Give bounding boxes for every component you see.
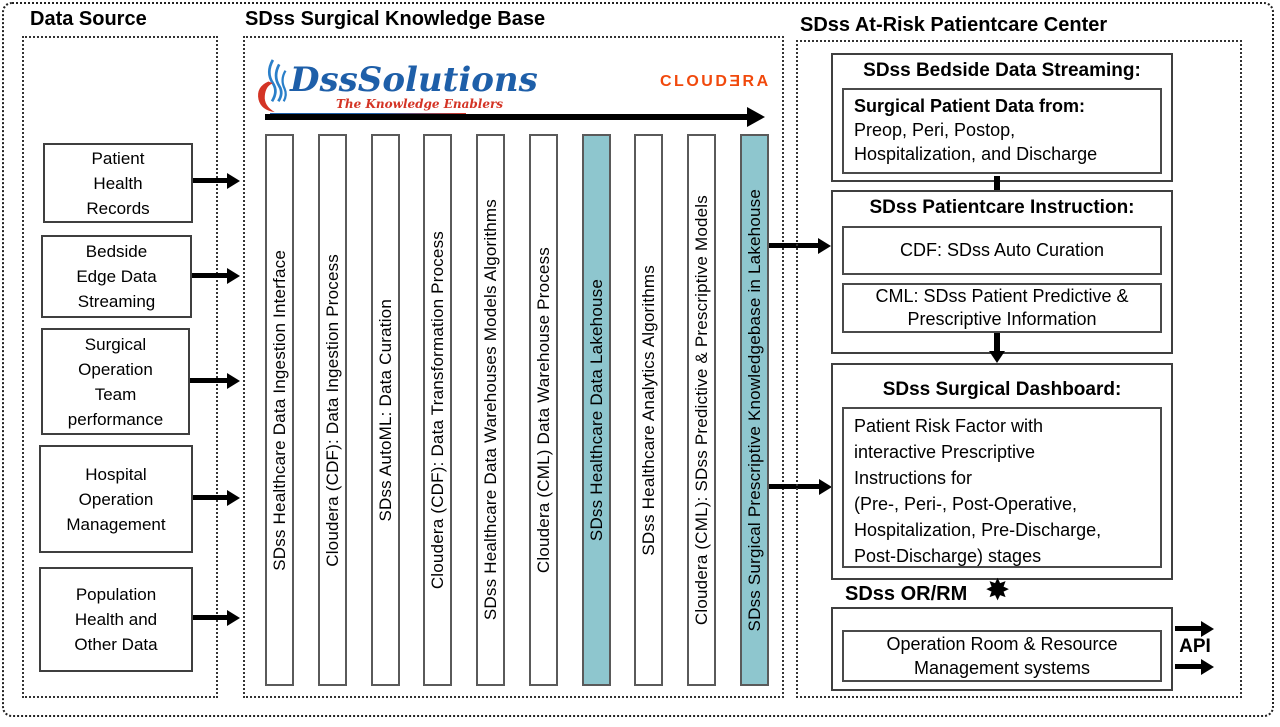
pipeline-bar-prescriptive-knowledgebase: SDss Surgical Prescriptive Knowledgebase in Lakehouse xyxy=(740,134,769,686)
surgical-patient-data-body: Preop, Peri, Postop, Hospitalization, and Discharge xyxy=(854,120,1098,164)
pipeline-bar-analytics-algorithms: SDss Healthcare Analytics Algorithms xyxy=(634,134,663,686)
dsssolutions-logo-text: DssSolutions xyxy=(290,60,538,100)
surgical-patient-data-heading: Surgical Patient Data from: xyxy=(854,96,1086,116)
cml-predictive-info-box: CML: SDss Patient Predictive & Prescriptive Information xyxy=(842,283,1162,333)
api-arrow-top xyxy=(1175,626,1201,631)
risk-factor-body: Patient Risk Factor with interactive Prescriptive Instructions for (Pre-, Peri-, Post-Operative, Hospitalization, Pre-Discharge, Post-Discharge) stages xyxy=(854,416,1102,566)
pipeline-bar-automl-curation: SDss AutoML: Data Curation xyxy=(371,134,400,686)
pipeline-bar-warehouse-models: SDss Healthcare Data Warehouses Models Algorithms xyxy=(476,134,505,686)
arrow-patient-records-to-kb xyxy=(193,178,227,183)
source-box-surgical-team: Surgical Operation Team performance xyxy=(41,328,190,435)
orrm-box xyxy=(831,607,1173,691)
cdf-auto-curation-box: CDF: SDss Auto Curation xyxy=(842,226,1162,275)
patientcare-instruction-title: SDss Patientcare Instruction: xyxy=(869,197,1135,218)
bedside-streaming-title: SDss Bedside Data Streaming: xyxy=(863,60,1141,81)
bedside-streaming-inner-box xyxy=(842,88,1162,174)
operation-room-inner-box: Operation Room & Resource Management systems xyxy=(842,630,1162,682)
patientcare-center-title: SDss At-Risk Patientcare Center xyxy=(800,14,1108,36)
surgical-dashboard-box xyxy=(831,363,1173,580)
source-box-hospital-operation: Hospital Operation Management xyxy=(39,445,193,553)
pipeline-bar-cdf-transformation: Cloudera (CDF): Data Transformation Process xyxy=(423,134,452,686)
source-box-patient-health-records: Patient Health Records xyxy=(43,143,193,223)
arrow-surgical-team-to-kb xyxy=(190,378,227,383)
cloudera-logo: CLOUDƎRA xyxy=(660,73,771,90)
orrm-label: SDss OR/RM xyxy=(845,583,968,605)
pipeline-bar-data-lakehouse: SDss Healthcare Data Lakehouse xyxy=(582,134,611,686)
api-label: API xyxy=(1179,636,1211,657)
pipeline-bar-ingestion-interface: SDss Healthcare Data Ingestion Interface xyxy=(265,134,294,686)
dsssolutions-flame-icon xyxy=(254,57,290,115)
star-icon: ✸ xyxy=(985,574,1011,607)
data-source-title: Data Source xyxy=(30,8,147,30)
pipeline-bar-cdf-ingestion: Cloudera (CDF): Data Ingestion Process xyxy=(318,134,347,686)
pipeline-flow-arrow xyxy=(265,114,747,120)
dsssolutions-tagline: The Knowledge Enablers xyxy=(336,97,504,111)
knowledge-base-title: SDss Surgical Knowledge Base xyxy=(245,8,546,30)
arrow-hospital-to-kb xyxy=(193,495,227,500)
risk-factor-inner-box xyxy=(842,407,1162,568)
pipeline-bar-cml-warehouse: Cloudera (CML) Data Warehouse Process xyxy=(529,134,558,686)
arrow-population-to-kb xyxy=(193,615,227,620)
source-box-population-health: Population Health and Other Data xyxy=(39,567,193,672)
patientcare-instruction-box xyxy=(831,190,1173,354)
source-box-bedside-edge-data: Bedside Edge Data Streaming xyxy=(41,235,192,318)
pipeline-bar-cml-predictive-models: Cloudera (CML): SDss Predictive & Prescriptive Models xyxy=(687,134,716,686)
api-arrow-bottom xyxy=(1175,664,1201,669)
bedside-streaming-box xyxy=(831,53,1173,182)
arrow-instruction-to-dashboard xyxy=(994,333,1000,351)
surgical-dashboard-title: SDss Surgical Dashboard: xyxy=(882,379,1122,400)
arrow-bedside-to-kb xyxy=(192,273,227,278)
